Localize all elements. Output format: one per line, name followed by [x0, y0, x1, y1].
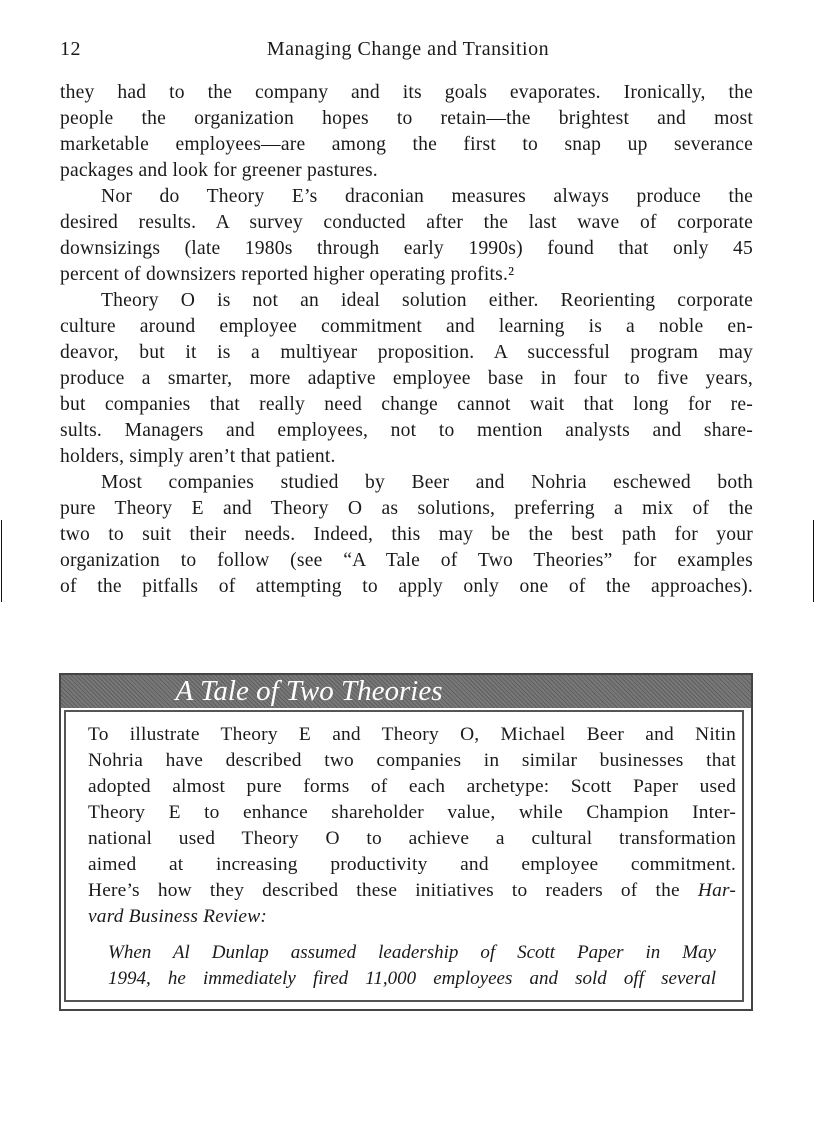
sidebar-line	[88, 878, 736, 904]
body-line: two to suit their needs. Indeed, this may be the best path for your	[60, 524, 753, 545]
running-head: Managing Change and Transition	[266, 38, 550, 60]
page-number: 12	[60, 38, 81, 60]
body-line: packages and look for greener pastures.	[60, 160, 378, 181]
sidebar-title: A Tale of Two Theories	[175, 675, 443, 707]
body-line: deavor, but it is a multiyear proposition. A successful program may	[60, 342, 753, 363]
sidebar-line: national used Theory O to achieve a cultural transformation	[88, 828, 736, 849]
sidebar-line: Theory E to enhance shareholder value, while Champion Inter-	[88, 802, 736, 823]
body-line: of the pitfalls of attempting to apply only one of the approaches).	[60, 576, 753, 597]
body-line: Nor do Theory E’s draconian measures always produce the	[101, 186, 753, 207]
body-line: holders, simply aren’t that patient.	[60, 446, 336, 467]
sidebar-line: Nohria have described two companies in similar businesses that	[88, 750, 736, 771]
body-line: Theory O is not an ideal solution either. Reorienting corporate	[101, 290, 753, 311]
body-line: marketable employees—are among the first to snap up severance	[60, 134, 753, 155]
sidebar-line: aimed at increasing productivity and employee commitment.	[88, 854, 736, 875]
body-line: downsizings (late 1980s through early 1990s) found that only 45	[60, 238, 753, 259]
sidebar-header	[61, 675, 751, 708]
body-line: they had to the company and its goals evaporates. Ironically, the	[60, 82, 753, 103]
body-line: desired results. A survey conducted after the last wave of corporate	[60, 212, 753, 233]
body-line: percent of downsizers reported higher operating profits.²	[60, 264, 515, 285]
body-line: Most companies studied by Beer and Nohria eschewed both	[101, 472, 753, 493]
body-line: people the organization hopes to retain—the brightest and most	[60, 108, 753, 129]
quote-line: 1994, he immediately fired 11,000 employees and sold off several	[108, 968, 716, 989]
body-line: pure Theory E and Theory O as solutions, preferring a mix of the	[60, 498, 753, 519]
body-line: culture around employee commitment and learning is a noble en-	[60, 316, 753, 337]
body-line: produce a smarter, more adaptive employee base in four to five years,	[60, 368, 753, 389]
sidebar-content	[64, 710, 744, 1002]
body-line: but companies that really need change cannot wait that long for re-	[60, 394, 753, 415]
sidebar-line: To illustrate Theory E and Theory O, Michael Beer and Nitin	[88, 724, 736, 745]
sidebar-line: adopted almost pure forms of each archetype: Scott Paper used	[88, 776, 736, 797]
lead-in-text: Here’s how they described these initiatives to readers of the	[88, 880, 680, 901]
body-line: sults. Managers and employees, not to mention analysts and share-	[60, 420, 753, 441]
quote-line: When Al Dunlap assumed leadership of Scott Paper in May	[108, 942, 716, 963]
journal-title-part: Har-	[697, 880, 736, 901]
journal-title-line: vard Business Review:	[88, 906, 268, 927]
left-margin-mark	[1, 520, 2, 602]
sidebar-box	[59, 673, 753, 1011]
right-margin-mark	[813, 520, 814, 602]
body-line: organization to follow (see “A Tale of Two Theories” for examples	[60, 550, 753, 571]
